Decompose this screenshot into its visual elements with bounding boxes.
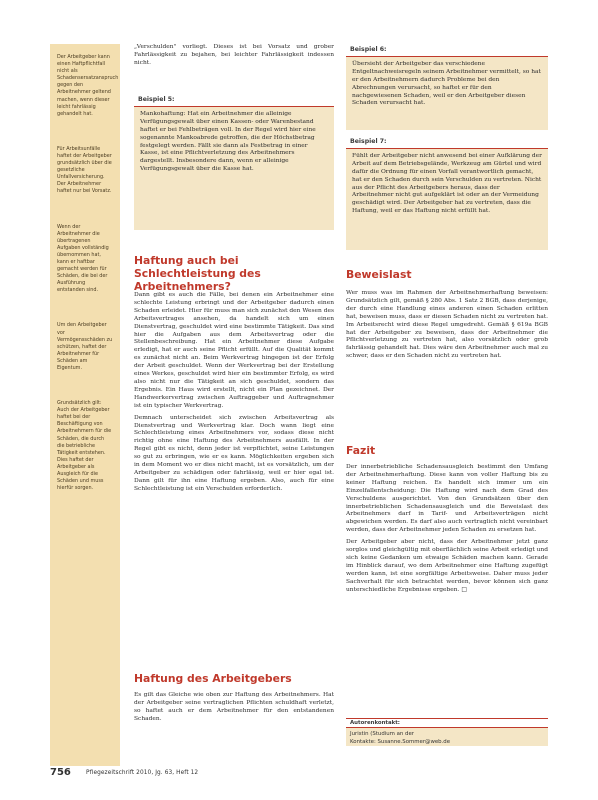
intro-paragraph: „Verschulden" vorliegt. Dieses ist bei Vorsatz und grober Fahrlässigkeit zu bejahen, bei leichter Fahrlässigkeit indessen nicht. — [134, 44, 334, 66]
margin-note: Der Arbeitgeber kann einen Haftpflichtfall nicht als Schadensersatzanspruch gegen den Arbeitnehmer geltend machen, wenn dieser leicht fahrlässig gehandelt hat. — [57, 54, 119, 117]
col2-fazit-text — [346, 464, 548, 736]
author-contact-box — [346, 718, 548, 746]
margin-notes-sidebar — [50, 44, 120, 766]
author-line: Juristin (Studium an der — [350, 731, 415, 737]
example-6-text: Übersieht der Arbeitgeber das verschiedene Entgeltnachweisregeln seinem Arbeitnehmer vermittelt, so hat er den Arbeitnehmern dadurch Probleme bei den Abrechnungen verursacht, so haftet er für den nachgewiesenen Schaden, weil er den Arbeitgeber diesen Schaden verursacht hat. — [352, 60, 541, 107]
margin-note: Für Arbeitsunfälle haftet der Arbeitgeber grundsätzlich über die gesetzliche Unfallversicherung. Der Arbeitnehmer haftet nur bei Vorsatz. — [57, 145, 112, 195]
body-paragraph: Demnach unterscheidet sich zwischen Arbeitsvertrag als Dienstvertrag und Werkvertrag klar. Doch wann liegt eine Schlechtleistung eines Arbeitnehmers vor, sodass diese nicht richtig ohne eine Haftung des Arbeitnehmers ausfällt. In der Regel gibt es nicht, denn jeder ist verpflichtet, seine Leistungen so gut zu erbringen, wie er es kann. Möglichkeiten ergeben sich in dem Moment wo er dies nicht macht, ist es vorsätzlich, um der Arbeitgeber zu schädigen oder fahrlässig, weil er hier egal ist. Dann gilt für ihn eine Haftung ergeben. Also, auch für eine Schlechtleistung ist ein Verschulden erforderlich. — [134, 414, 334, 492]
col1-body — [134, 292, 334, 670]
example-5-box — [134, 94, 334, 230]
col1-intro — [134, 44, 334, 72]
example-6-box — [346, 44, 548, 130]
author-contact-title: Autorenkontakt: — [346, 718, 548, 728]
body-paragraph: Wer muss was im Rahmen der Arbeitnehmerhaftung beweisen: Grundsätzlich gilt, gemäß § 280 Abs. 1 Satz 2 BGB, dass derjenige, der durch eine Handlung eines anderen einen Schaden erlitten hat, beweisen muss, dass er diesen Schaden nicht zu vertreten hat. Im Arbeitsrecht wird diese Regel umgedreht. Gemäß § 619a BGB hat der Arbeitgeber zu beweisen, dass der Arbeitnehmer die Pflichtverletzung zu vertreten hat, also vorsätzlich oder grob fahrlässig gehandelt hat. Dies wäre den Arbeitnehmer auch mal zu schwer, dass er den Schaden nicht zu vertreten hat. — [346, 290, 548, 360]
body-paragraph: Der innerbetriebliche Schadensausgleich bestimmt den Umfang der Arbeitnehmerhaftung. Diese kann von voller Haftung bis zu keiner Haftung reichen. Es handelt sich immer um ein Einzelfallentscheidung: Die Haftung wird nach dem Grad des Verschuldens ausgerichtet. Von den Grundsätzen über den innerbetrieblichen Schadensausgleich und die Beweislast des Arbeitnehmers darf in Tarif- und Arbeitsverträgen nicht abgewichen werden. Es darf also auch vertraglich nicht vereinbart werden, dass der Arbeitnehmer jeden Schaden zu ersetzen hat. — [346, 464, 548, 534]
author-email: Kontakte: Susanne.Sommer@web.de — [350, 738, 451, 745]
margin-note: Um den Arbeitgeber vor Vermögensschäden zu schützen, haftet der Arbeitnehmer für Schäden am Eigentum. — [57, 322, 113, 371]
example-6-title: Beispiel 6: — [346, 44, 548, 57]
page-footer — [50, 766, 548, 780]
author-contact-body — [346, 728, 548, 746]
page-number: 756 — [50, 767, 71, 778]
journal-citation: Pflegezeitschrift 2010, Jg. 63, Heft 12 — [86, 770, 199, 776]
col1-body-2 — [134, 692, 334, 756]
body-paragraph: Es gilt das Gleiche wie oben zur Haftung des Arbeitnehmers. Hat der Arbeitgeber seine vertraglichen Pflichten schuldhaft verletzt, so haftet auch er dem Arbeitnehmer für den entstandenen Schaden. — [134, 692, 334, 722]
example-5-text: Mankohaftung: Hat ein Arbeitnehmer die alleinige Verfügungsgewalt über einen Kassen- oder Warenbestand haftet er bei Fehlbeträgen voll. In der Regel wird hier eine sogenannte Mankoabrede getroffen, die der Höchstbetrag festgelegt werden. Fällt sie dann als Festbetrag in einer Kasse, ist eine Pflichtverletzung des Arbeitnehmers dargestellt. Insbesondere dann, wenn er alleinige Verfügungsgewalt über die Kasse hat. — [140, 110, 316, 173]
body-paragraph: Der Arbeitgeber aber nicht, dass der Arbeitnehmer jetzt ganz sorglos und gleichgültig mit oberflächlich seine Arbeit erledigt und sich keine Gedanken um etwaige Schäden machen kann. Gerade im Hinblick darauf, wo dem Arbeitnehmer eine Haftung zugefügt werden kann, ist eine sorgfältige Arbeitsweise. Daher muss jeder Sachverhalt für sich betrachtet werden, bevor können sich ganz unterschiedliche Ergebnisse ergeben. □ — [346, 539, 548, 593]
heading-schlechtleistung: Haftung auch bei Schlechtleistung des Arbeitnehmers? — [134, 254, 261, 293]
example-7-title: Beispiel 7: — [346, 136, 548, 149]
heading-fazit: Fazit — [346, 444, 376, 457]
margin-note: Grundsätzlich gilt: Auch der Arbeitgeber haftet bei der Beschäftigung von Arbeitnehmern für die Schäden, die durch die betriebliche Tätigkeit entstehen. Dies haftet der Arbeitgeber als Ausgleich für die Schäden und muss hierfür sorgen. — [57, 400, 112, 492]
margin-note: Wenn der Arbeitnehmer die übertragenen Aufgaben vollständig übernommen hat, kann er haftbar gemacht werden für Schäden, die bei der Ausführung entstanden sind. — [57, 223, 109, 294]
heading-beweislast: Beweislast — [346, 268, 412, 281]
example-7-text: Fühlt der Arbeitgeber nicht anwesend bei einer Aufklärung der Arbeit auf dem Betriebsgelände, Werkzeug am Gürtel und wird dafür die Ordnung für einen Vorfall verantwortlich gemacht, hat er den Schaden durch sein Verschulden zu vertreten. Nicht aus der Pflicht des Arbeitgebers heraus, dass der Arbeitnehmer nicht gut aufgeklärt ist oder an der Vermeidung geschädigt wird. Der Arbeitgeber hat zu vertreten, dass die Haftung, weil er das Haftung nicht erfüllt hat. — [352, 152, 542, 215]
col2-beweislast-text — [346, 290, 548, 430]
example-7-box — [346, 136, 548, 250]
heading-haftung-arbeitgeber: Haftung des Arbeitgebers — [134, 672, 292, 685]
example-5-title: Beispiel 5: — [134, 94, 334, 107]
body-paragraph: Dann gibt es auch die Fälle, bei denen ein Arbeitnehmer eine schlechte Leistung erbringt und der Arbeitgeber dadurch einen Schaden erleidet. Hier für muss man sich zunächst den Wesen des Arbeitsvertrages ansehen, da handelt sich um einen Dienstvertrag, geschuldet wird eine bestimmte Tätigkeit. Das sind hier die Aufgaben aus dem Arbeitsvertrag oder die Stellenbeschreibung. Hat ein Arbeitnehmer diese Aufgabe erledigt, hat er auch seine Pflicht erfüllt. Auf die Qualität kommt es zunächst nicht an. Beim Werkvertrag hingegen ist der Erfolg der Arbeit geschuldet. Wenn der Werkvertrag bei der Erstellung eines Werkes, geschuldet wird hier ein bestimmter Erfolg, es wird also nicht nur die Tätigkeit an sich geschuldet, sondern das Ergebnis. Ein Haus wird erstellt, nicht ein Plan gezeichnet. Der Handwerkervertrag zwischen Auftraggeber und Auftragnehmer ist ein typischer Werkvertrag. — [134, 292, 334, 409]
